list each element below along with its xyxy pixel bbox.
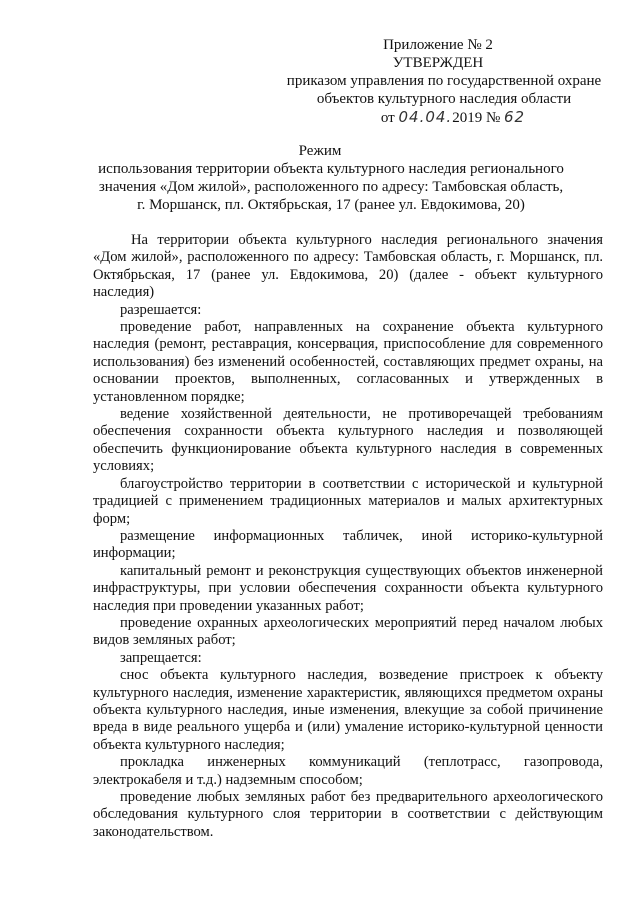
allowed-label: разрешается: (120, 301, 202, 318)
document-subtitle: использования территории объекта культурного наследия регионального значения «Дом жилой», расположенного по адресу: Тамбовская область, г. Моршанск, пл. Октябрьская, 17 (ранее ул. Евдокимова, 20) (98, 161, 564, 213)
forbidden-item: снос объекта культурного наследия, возведение пристроек к объекту культурного наследия, изменение характеристик, являющихся предметом охраны объекта культурного наследия, иные изменения, влекущие за собой причинение вреда в виде реального ущерба и (или) умаление историко-культурной ценности объекта культурного наследия; (93, 667, 603, 753)
document-body (93, 232, 603, 841)
intro-paragraph: На территории объекта культурного наследия регионального значения «Дом жилой», расположенного по адресу: Тамбовская область, г. Моршанск, пл. Октябрьская, 17 (ранее ул. Евдокимова, 20) (далее - объект культурного наследия) (93, 232, 603, 301)
allowed-item: капитальный ремонт и реконструкция существующих объектов инженерной инфраструктуры, при условии обеспечения сохранности объекта культурного наследия при проведении указанных работ; (93, 562, 603, 614)
allowed-item: размещение информационных табличек, иной историко-культурной информации; (93, 527, 603, 562)
forbidden-item: проведение любых земляных работ без предварительного археологического обследования культурного слоя территории в соответствии с действующим законодательством. (93, 789, 603, 840)
document-title: Режим (298, 143, 342, 159)
order-date-line (268, 108, 608, 127)
forbidden-label: запрещается: (120, 649, 202, 666)
number-prefix: № (485, 110, 501, 126)
allowed-item: проведение работ, направленных на сохранение объекта культурного наследия (ремонт, реставрация, консервация, приспособление для современного использования) без изменений особенностей, составляющих предмет охраны, на основании проектов, выполненных, согласованных и утвержденных в установленном порядке; (93, 319, 603, 405)
forbidden-item: прокладка инженерных коммуникаций (теплотрасс, газопровода, электрокабеля и т.д.) надземным способом; (93, 754, 603, 788)
order-line-2: объектов культурного наследия области (316, 91, 572, 107)
allowed-item: благоустройство территории в соответствии с исторической и культурной традицией с применением традиционных материалов и малых архитектурных форм; (93, 475, 603, 527)
approval-block (268, 36, 608, 127)
allowed-item: проведение охранных археологических мероприятий перед началом любых видов земляных работ; (93, 614, 603, 649)
allowed-item: ведение хозяйственной деятельности, не противоречащей требованиям обеспечения сохранности объекта культурного наследия и позволяющей обеспечить функционирование объекта культурного наследия в современных условиях; (93, 406, 603, 475)
annex-label: Приложение № 2 (383, 37, 493, 53)
approved-label: УТВЕРЖДЕН (392, 55, 484, 71)
handwritten-number: 62 (504, 108, 526, 126)
order-line-1: приказом управления по государственной охране (286, 73, 602, 89)
order-year: 2019 (452, 110, 483, 126)
from-prefix: от (380, 110, 395, 126)
handwritten-date: 04.04. (398, 108, 453, 126)
